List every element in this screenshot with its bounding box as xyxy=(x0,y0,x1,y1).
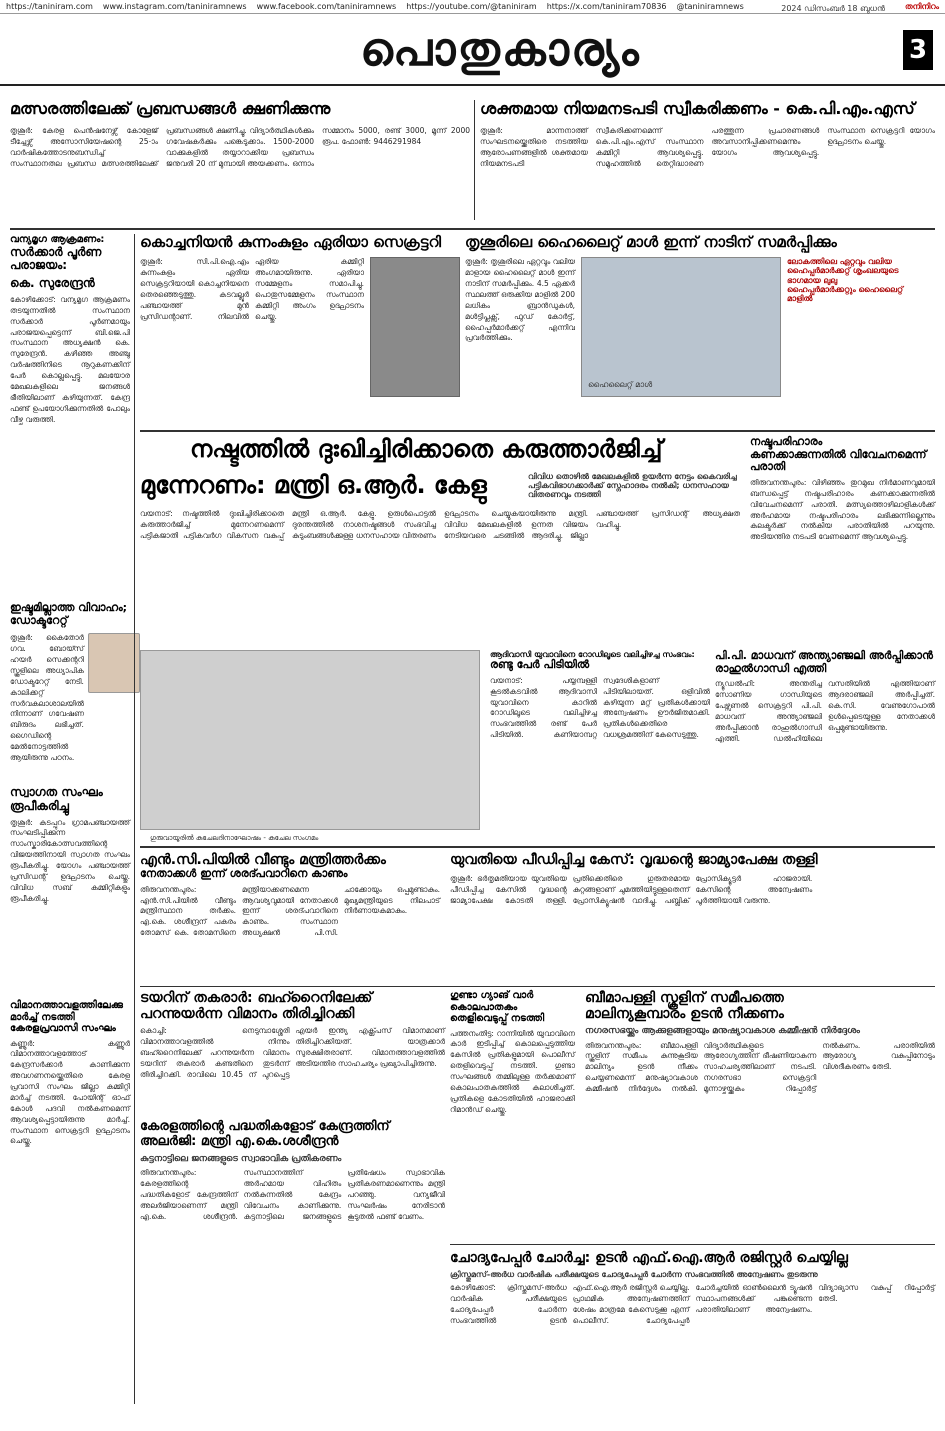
article-body: തൃശൂർ: ഭർതൃമതിയായ യുവതിയെ പീഡിപ്പിച്ച കേസിൽ വൃദ്ധന്റെ ജാമ്യാപേക്ഷ കോടതി തള്ളി. പ്രതിക്കെതിരെ ഗുരുതരമായ കുറ്റങ്ങളാണ് ചുമത്തിയിട്ടുള്ളതെന്ന് പ്രോസിക്യൂഷൻ വാദിച്ചു. പബ്ലിക് പ്രോസിക്യൂട്ടർ ഹാജരായി. കേസിന്റെ അന്വേഷണം പൂർത്തിയായി വരുന്നു. xyxy=(450,874,813,905)
headline: യുവതിയെ പീഡിപ്പിച്ച കേസ്: വൃദ്ധന്റെ ജാമ്യാപേക്ഷ തള്ളി xyxy=(450,852,818,868)
headline-2: മാലിന്യകൂമ്പാരം ഉടൻ നീക്കണം xyxy=(585,1006,784,1023)
headline: ചോദ്യപേപ്പർ ചോർച്ച: ഉടൻ എഫ്.ഐ.ആർ രജിസ്റ്റർ ചെയ്യില്ല xyxy=(450,1250,848,1266)
headline-2: കൊലപാതകം xyxy=(450,1001,518,1013)
headline: ഗുണ്ടാ ഗ്യാങ് വാർ xyxy=(450,990,534,1001)
article-body: തൃശൂർ: സി.പി.ഐ.എം കുന്നംകുളം ഏരിയ സെക്രട്ടറിയായി കൊച്ചനിയനെ തെരഞ്ഞെടുത്തു. കടവല്ലൂർ പഞ്ചായത്ത് മുൻ പ്രസിഡന്റാണ്. നിലവിൽ ഏരിയ കമ്മിറ്റി അംഗമായിരുന്നു. ഏരിയാ സമ്മേളനം സമാപിച്ചു. പൊതുസമ്മേളനം സംസ്ഥാന കമ്മിറ്റി അംഗം ഉദ്ഘാടനം ചെയ്തു. xyxy=(140,257,364,321)
article-flight-return xyxy=(140,990,445,1115)
article-body: കോഴിക്കോട്: ക്രിസ്തുമസ്-അർധ വാർഷിക പരീക്ഷയുടെ ചോദ്യപേപ്പർ ചോർന്ന സംഭവത്തിൽ ഉടൻ എഫ്.ഐ.ആർ രജിസ്റ്റർ ചെയ്യില്ല. പ്രാഥമിക അന്വേഷണത്തിന് ശേഷം മാത്രമേ കേസെടുക്കൂ എന്ന് പൊലീസ്. ചോദ്യപേപ്പർ ചോർച്ചയിൽ ഓൺലൈൻ ട്യൂഷൻ സ്ഥാപനങ്ങൾക്ക് പങ്കുണ്ടെന്ന പരാതിയിലാണ് അന്വേഷണം. വിദ്യാഭ്യാസ വകുപ്പ് റിപ്പോർട്ട് തേടി. xyxy=(450,1283,935,1325)
headline-2: അലർജി: മന്ത്രി എ.കെ.ശശീന്ദ്രൻ xyxy=(140,1133,339,1149)
article-rahul-tribute xyxy=(715,650,935,840)
byline: കെ. സുരേന്ദ്രൻ xyxy=(10,276,95,291)
headline: ശക്തമായ നിയമനടപടി സ്വീകരിക്കണം - കെ.പി.എം.എസ് xyxy=(480,99,915,118)
subhead: കേരളപ്രവാസി സംഘം xyxy=(10,1023,116,1034)
deck: ക്രിസ്തുമസ്-അർധ വാർഷിക പരീക്ഷയുടെ ചോദ്യപേപ്പർ ചോർന്ന സംഭവത്തിൽ അന്വേഷണം തുടരുന്നു xyxy=(450,1270,818,1280)
dateline: 2024 ഡിസംബർ 18 ബുധൻ xyxy=(781,4,885,13)
headline: കൊച്ചനിയൻ കുന്നംകുളം ഏരിയാ സെക്രട്ടറി xyxy=(140,233,442,251)
headline: കണക്കാക്കുന്നതിൽ വിവേചനമെന്ന് പരാതി xyxy=(750,447,927,474)
lead-headline-1: നഷ്ടത്തിൽ ദുഃഖിച്ചിരിക്കാതെ കരുത്താർജിച്ച് xyxy=(190,435,663,463)
article-body: തൃശൂർ: കേരള പെൻഷനേഴ്സ് കോളേജ് ടീച്ചേഴ്സ് അസോസിയേഷന്റെ 25-ാം വാർഷികത്തോടനുബന്ധിച്ച് സംസ്ഥാനതല പ്രബന്ധ മത്സരത്തിലേക്ക് പ്രബന്ധങ്ങൾ ക്ഷണിച്ചു. വിദ്യാർത്ഥികൾക്കും ഗവേഷകർക്കും പങ്കെടുക്കാം. 1500-2000 വാക്കുകളിൽ തയ്യാറാക്കിയ പ്രബന്ധം ജനുവരി 20 ന് മുമ്പായി അയക്കണം. ഒന്നാം സമ്മാനം 5000, രണ്ട് 3000, മൂന്ന് 2000 രൂപ. ഫോൺ: 9446291984 xyxy=(10,126,470,169)
article-airport-march xyxy=(10,1000,130,1400)
headline: പി.പി. മാധവന് അന്ത്യാഞ്ജലി അർപ്പിക്കാൻ രാഹുൽഗാന്ധി എത്തി xyxy=(715,649,933,675)
event-photo xyxy=(140,650,480,830)
article-compensation xyxy=(750,436,935,646)
headline: സ്വാഗത സംഘം രൂപീകരിച്ചു xyxy=(10,785,103,813)
subhead: തെളിവെടുപ്പ് നടത്തി xyxy=(450,1013,545,1024)
deck: കുട്ടനാട്ടിലെ ജനങ്ങളുടെ സ്വാഭാവിക പ്രതികരണം xyxy=(140,1153,342,1164)
article-body: ന്യൂഡൽഹി: അന്തരിച്ച സോണിയ ഗാന്ധിയുടെ പേഴ്സണൽ സെക്രട്ടറി പി.പി. മാധവന് അന്ത്യാഞ്ജലി അർപ്പിക്കാൻ രാഹുൽഗാന്ധി എത്തി. ഡൽഹിയിലെ വസതിയിൽ എത്തിയാണ് ആദരാഞ്ജലി അർപ്പിച്ചത്. കെ.സി. വേണുഗോപാൽ ഉൾപ്പെടെയുള്ള നേതാക്കൾ ഒപ്പമുണ്ടായിരുന്നു. xyxy=(715,679,935,743)
article-bail-rejected xyxy=(450,852,935,982)
article-body: വയനാട്: പയ്യമ്പള്ളി കൂടൽകടവിൽ ആദിവാസി യുവാവിനെ കാറിൽ റോഡിലൂടെ വലിച്ചിഴച്ച സംഭവത്തിൽ രണ്ട് പേർ പിടിയിൽ. കണിയാമ്പറ്റ സ്വദേശികളാണ് പിടിയിലായത്. ഒളിവിൽ കഴിയുന്ന മറ്റ് പ്രതികൾക്കായി അന്വേഷണം ഊർജിതമാക്കി. പ്രതികൾക്കെതിരെ വധശ്രമത്തിന് കേസെടുത്തു. xyxy=(490,675,710,740)
article-wildlife-attack xyxy=(10,234,130,599)
article-central-allergy xyxy=(140,1120,445,1400)
page-number: 3 xyxy=(903,30,933,70)
brand-name: തനിനിറം xyxy=(905,1,939,11)
article-body: കോഴിക്കോട്: വന്യമൃഗ ആക്രമണം തടയുന്നതിൽ സംസ്ഥാന സർക്കാർ പൂർണമായും പരാജയപ്പെട്ടെന്ന് ബി.ജെ.പി സംസ്ഥാന അധ്യക്ഷൻ കെ. സുരേന്ദ്രൻ. കഴിഞ്ഞ അഞ്ചു വർഷത്തിനിടെ നൂറുകണക്കിന് പേർ കൊല്ലപ്പെട്ടു. മലയോര മേഖലകളിലെ ജനങ്ങൾ ഭീതിയിലാണ് കഴിയുന്നത്. കേന്ദ്ര ഫണ്ട് ഉപയോഗിക്കുന്നതിൽ പോലും വീഴ്ച വരുത്തി. xyxy=(10,294,130,424)
article-body: കൊച്ചി: നെടുമ്പാശ്ശേരി വിമാനത്താവളത്തിൽ നിന്നും ബഹ്റൈനിലേക്ക് പറന്നുയർന്ന വിമാനം ടയറിന് തകരാർ കണ്ടതിനെ തുടർന്ന് തിരിച്ചിറക്കി. രാവിലെ 10.45 ന് പുറപ്പെട്ട എയർ ഇന്ത്യ എക്സ്പ്രസ് വിമാനമാണ് തിരിച്ചിറക്കിയത്. യാത്രക്കാർ സുരക്ഷിതരാണ്. വിമാനത്താവളത്തിൽ അടിയന്തിര സാഹചര്യം പ്രഖ്യാപിച്ചിരുന്നു. xyxy=(140,1026,445,1079)
article-question-paper xyxy=(450,1250,935,1400)
lead-deck: വിവിധ തൊഴിൽ മേഖലകളിൽ ഉയർന്ന നേട്ടം കൈവരിച്ച പട്ടികവിഭാഗക്കാർക്ക് സ്നേഹാദരം നൽകി; ധനസഹായ വിതരണവും നടത്തി xyxy=(528,471,737,499)
article-body: തിരുവനന്തപുരം: ബീമാപള്ളി സ്കൂളിന് സമീപം കുന്നുകൂടിയ മാലിന്യം ഉടൻ നീക്കം ചെയ്യണമെന്ന് മനുഷ്യാവകാശ കമ്മീഷൻ നിർദ്ദേശം നൽകി. വിദ്യാർത്ഥികളുടെ ആരോഗ്യത്തിന് ഭീഷണിയാകുന്ന സാഹചര്യത്തിലാണ് നടപടി. നഗരസഭാ സെക്രട്ടറി മൂന്നാഴ്ചയ്ക്കകം റിപ്പോർട്ട് നൽകണം. പരാതിയിൽ ആരോഗ്യ വകുപ്പിനോടും വിശദീകരണം തേടി. xyxy=(585,1040,935,1094)
article-body: തൃശൂർ: കടപ്പുറം ഗ്രാമപഞ്ചായത്ത് സംഘടിപ്പിക്കുന്ന സാംസ്കാരികോത്സവത്തിന്റെ വിജയത്തിനായി സ്വാഗത സംഘം രൂപീകരിച്ചു. യോഗം പഞ്ചായത്ത് പ്രസിഡന്റ് ഉദ്ഘാടനം ചെയ്തു. വിവിധ സബ് കമ്മിറ്റികളും രൂപീകരിച്ചു. xyxy=(10,817,130,903)
article-kpms xyxy=(480,100,935,225)
deck: നഗരസഭയ്ക്കും ആക്കുളങ്ങളായും മനുഷ്യാവകാശ കമ്മീഷൻ നിർദ്ദേശം xyxy=(585,1026,860,1037)
lead-story xyxy=(140,436,740,636)
headline: രണ്ടു പേർ പിടിയിൽ xyxy=(490,658,590,672)
article-body: തിരുവനന്തപുരം: കേരളത്തിന്റെ പദ്ധതികളോട് കേന്ദ്രത്തിന് അലർജിയാണെന്ന് മന്ത്രി എ.കെ. ശശീന്ദ്രൻ. സംസ്ഥാനത്തിന് അർഹമായ വിഹിതം നൽകുന്നതിൽ കേന്ദ്രം വിവേചനം കാണിക്കുന്നു. കുട്ടനാട്ടിലെ ജനങ്ങളുടെ പ്രതിഷേധം സ്വാഭാവിക പ്രതികരണമാണെന്നും മന്ത്രി പറഞ്ഞു. വന്യജീവി സംഘർഷം നേരിടാൻ കൂടുതൽ ഫണ്ട് വേണം. xyxy=(140,1168,445,1221)
section-title: പൊതുകാര്യം xyxy=(360,22,641,76)
link-facebook[interactable]: www.facebook.com/taniniramnews xyxy=(256,2,397,11)
headline: തൃശൂരിലെ ഹൈലൈറ്റ് മാൾ ഇന്ന് നാടിന് സമർപ്പിക്കും xyxy=(465,233,837,251)
article-body: തൃശൂർ: തൃശൂരിലെ ഏറ്റവും വലിയ മാളായ ഹൈലൈറ്റ് മാൾ ഇന്ന് നാടിന് സമർപ്പിക്കും. 4.5 ഏക്കർ സ്ഥലത്ത് ഒരുക്കിയ മാളിൽ 200 ലധികം ബ്രാൻഡുകൾ, മൾട്ടിപ്ലക്സ്, ഫുഡ് കോർട്ട്, ഹൈപ്പർമാർക്കറ്റ് എന്നിവ പ്രവർത്തിക്കും. xyxy=(465,257,575,343)
article-area-secretary xyxy=(140,234,460,424)
article-gang-murder xyxy=(450,990,575,1240)
headline: എൻ.സി.പിയിൽ വീണ്ടും മന്ത്രിത്തർക്കം xyxy=(140,852,386,868)
kicker: ആദിവാസി യുവാവിനെ റോഡിലൂടെ വലിച്ചിഴച്ച സംഭവം: xyxy=(490,650,695,659)
link-website[interactable]: https://taniniram.com xyxy=(6,2,93,11)
article-highlight-mall xyxy=(465,234,935,424)
headline: മത്സരത്തിലേക്ക് പ്രബന്ധങ്ങൾ ക്ഷണിക്കുന്നു xyxy=(10,99,331,118)
headline: സർക്കാർ പൂർണ പരാജയം: xyxy=(10,244,102,273)
article-body: കണ്ണൂർ: കണ്ണൂർ വിമാനത്താവളത്തോട് കേന്ദ്രസർക്കാർ കാണിക്കുന്ന അവഗണനയ്ക്കെതിരെ കേരള പ്രവാസി സംഘം ജില്ലാ കമ്മിറ്റി മാർച്ച് നടത്തി. പോയിന്റ് ഓഫ് കോൾ പദവി നൽകണമെന്ന് ആവശ്യപ്പെട്ടായിരുന്നു മാർച്ച്. സംസ്ഥാന സെക്രട്ടറി ഉദ്ഘാടനം ചെയ്തു. xyxy=(10,1038,130,1146)
article-ncp-dispute xyxy=(140,852,440,982)
person-photo xyxy=(370,257,460,397)
portrait-photo xyxy=(88,633,140,693)
article-essay-contest xyxy=(10,100,470,225)
headline: വിമാനത്താവളത്തിലേക്കു മാർച്ച് നടത്തി xyxy=(10,1000,123,1023)
lead-body: വയനാട്: നഷ്ടത്തിൽ ദുഃഖിച്ചിരിക്കാതെ കരുത്താർജിച്ച് മുന്നേറണമെന്ന് പട്ടികജാതി പട്ടികവർഗ വികസന വകുപ്പ് മന്ത്രി ഒ.ആർ. കേളു. ഉരുൾപൊട്ടൽ ദുരന്തത്തിൽ നാശനഷ്ടങ്ങൾ സംഭവിച്ച കുടുംബങ്ങൾക്കുള്ള ധനസഹായ വിതരണം ഉദ്ഘാടനം ചെയ്യുകയായിരുന്നു മന്ത്രി. വിവിധ മേഖലകളിൽ ഉന്നത വിജയം നേടിയവരെ ചടങ്ങിൽ ആദരിച്ചു. ജില്ലാ പഞ്ചായത്ത് പ്രസിഡന്റ് അധ്യക്ഷത വഹിച്ചു. xyxy=(140,509,740,540)
photo-caption: ഗുരുവായൂരിൽ കുചേലദിനാഘോഷം - കുചേല സംഗമം xyxy=(150,834,319,842)
mall-callout: ലോകത്തിലെ ഏറ്റവും വലിയ ഹൈപ്പർമാർക്കറ്റ് ശൃംഖലയുടെ ഭാഗമായ ലുലു ഹൈപ്പർമാർക്കറ്റും ഹൈലൈറ്റ് മാളിൽ xyxy=(787,257,904,303)
headline: ബീമാപള്ളി സ്കൂളിന് സമീപത്തെ xyxy=(585,990,784,1006)
subhead: നേതാക്കൾ ഇന്ന് ശരദ്പവാറിനെ കാണും xyxy=(140,867,348,881)
article-body: തിരുവനന്തപുരം: വിഴിഞ്ഞം തുറമുഖ നിർമാണവുമായി ബന്ധപ്പെട്ട് നഷ്ടപരിഹാരം കണക്കാക്കുന്നതിൽ വിവേചനമെന്ന് പരാതി. മത്സ്യത്തൊഴിലാളികൾക്ക് അർഹമായ നഷ്ടപരിഹാരം ലഭിക്കുന്നില്ലെന്നും കലക്ടർക്ക് നൽകിയ പരാതിയിൽ പറയുന്നു. അടിയന്തിര നടപടി വേണമെന്ന് ആവശ്യപ്പെട്ടു. xyxy=(750,477,935,542)
article-body: തൃശൂർ: കൈതോർ ഗവ. ബോയ്സ് ഹയർ സെക്കന്ററി സ്കൂളിലെ അധ്യാപിക ഡോക്ടറേറ്റ് നേടി. കാലിക്കറ്റ് സർവകലാശാലയിൽ നിന്നാണ് ഗവേഷണ ബിരുദം ലഭിച്ചത്. ഗൈഡിന്റെ മേൽനോട്ടത്തിൽ ആയിരുന്നു പഠനം. xyxy=(10,633,84,762)
kicker: വന്യമൃഗ ആക്രമണം: xyxy=(10,234,105,245)
mall-photo xyxy=(581,257,781,397)
article-waste-removal xyxy=(585,990,935,1240)
headline: ഇഷ്ടമില്ലാത്ത വിവാഹം; ഡോക്ടറേറ്റ് xyxy=(10,601,128,627)
photo-label: ഹൈലൈറ്റ് മാൾ xyxy=(588,380,653,390)
kicker: നഷ്ടപരിഹാരം xyxy=(750,435,823,448)
headline: ടയറിന് തകരാർ: ബഹ്റൈനിലേക്ക് xyxy=(140,990,373,1006)
article-body: തിരുവനന്തപുരം: എൻ.സി.പിയിൽ വീണ്ടും മന്ത്രിസ്ഥാന തർക്കം. എ.കെ. ശശീന്ദ്രന് പകരം തോമസ് കെ. തോമസിനെ മന്ത്രിയാക്കണമെന്ന ആവശ്യവുമായി നേതാക്കൾ ഇന്ന് ശരദ്പവാറിനെ കാണും. സംസ്ഥാന അധ്യക്ഷൻ പി.സി. ചാക്കോയും ഒപ്പമുണ്ടാകും. മുഖ്യമന്ത്രിയുടെ നിലപാട് നിർണായകമാകും. xyxy=(140,884,440,938)
article-tribal-youth xyxy=(490,650,710,840)
article-body: തൃശൂർ: മാന്നനാത്ത് സംഘടനയ്ക്കെതിരെ നടത്തിയ ആരോപണങ്ങളിൽ ശക്തമായ നിയമനടപടി സ്വീകരിക്കണമെന്ന് കെ.പി.എം.എസ് സംസ്ഥാന കമ്മിറ്റി ആവശ്യപ്പെട്ടു. സമൂഹത്തിൽ തെറ്റിദ്ധാരണ പരത്തുന്ന പ്രചാരണങ്ങൾ അവസാനിപ്പിക്കണമെന്നും യോഗം ആവശ്യപ്പെട്ടു. സംസ്ഥാന സെക്രട്ടറി യോഗം ഉദ്ഘാടനം ചെയ്തു. xyxy=(480,126,935,169)
headline: കേരളത്തിന്റെ പദ്ധതികളോട് കേന്ദ്രത്തിന് xyxy=(140,1119,390,1134)
article-body: പത്തനംതിട്ട: റാന്നിയിൽ യുവാവിനെ കാർ ഇടിപ്പിച്ച് കൊലപ്പെടുത്തിയ കേസിൽ പ്രതികളുമായി പൊലീസ് തെളിവെടുപ്പ് നടത്തി. ഗുണ്ടാ സംഘങ്ങൾ തമ്മിലുള്ള തർക്കമാണ് കൊലപാതകത്തിൽ കലാശിച്ചത്. പ്രതികളെ കോടതിയിൽ ഹാജരാക്കി റിമാൻഡ് ചെയ്തു. xyxy=(450,1028,575,1114)
article-doctorate xyxy=(10,602,130,782)
article-welcome-committee xyxy=(10,786,130,996)
lead-headline-2: മുന്നേറണം: മന്ത്രി ഒ.ആർ. കേളു xyxy=(140,470,487,499)
link-youtube[interactable]: https://youtube.com/@taniniram xyxy=(406,2,537,11)
link-instagram[interactable]: www.instagram.com/taniniramnews xyxy=(102,2,247,11)
link-x[interactable]: https://x.com/taniniram70836 xyxy=(546,2,667,11)
link-handle[interactable]: @taniniramnews xyxy=(676,2,744,11)
headline-2: പറന്നുയർന്ന വിമാനം തിരിച്ചിറക്കി xyxy=(140,1006,355,1023)
